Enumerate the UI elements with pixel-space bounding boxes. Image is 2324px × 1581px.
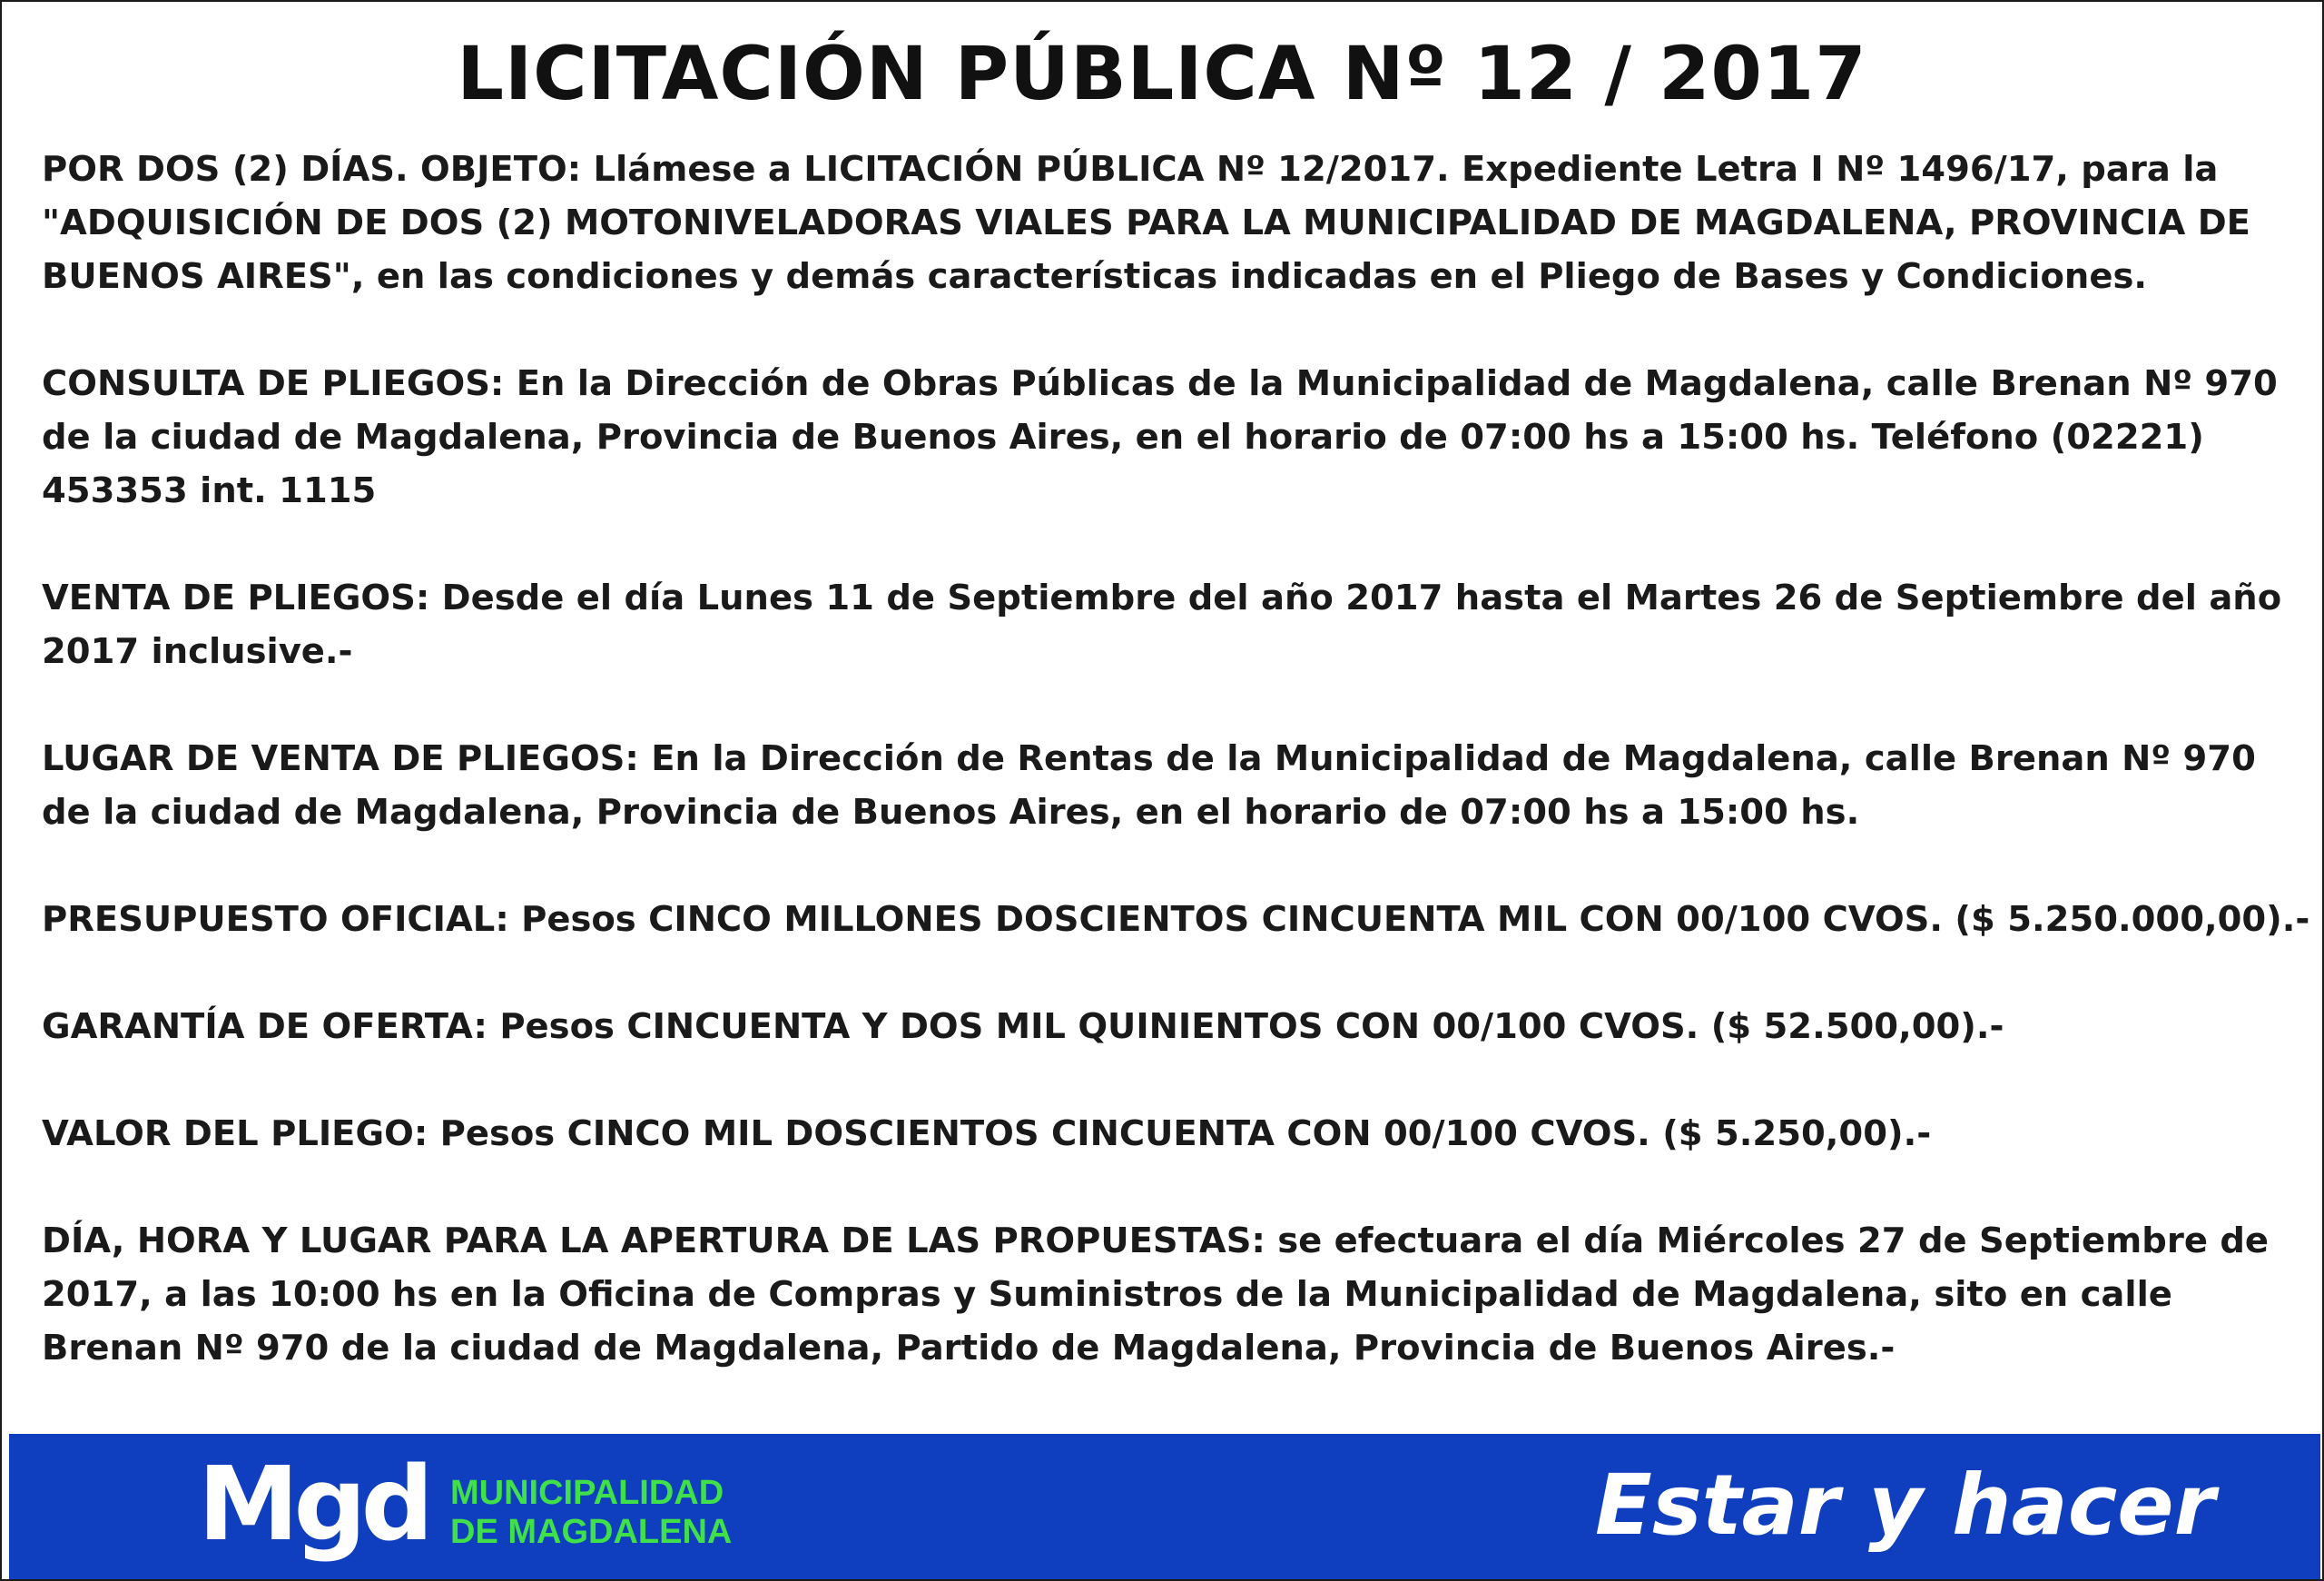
footer-band <box>9 1434 2320 1579</box>
paragraph-garantia: GARANTÍA DE OFERTA: Pesos CINCUENTA Y DOS MIL QUINIENTOS CON 00/100 CVOS. ($ 52.500,00).- <box>42 1006 2004 1047</box>
slogan: Estar y hacer <box>1595 1457 2215 1554</box>
paragraph-valor-pliego: VALOR DEL PLIEGO: Pesos CINCO MIL DOSCIENTOS CINCUENTA CON 00/100 CVOS. ($ 5.250,00).- <box>42 1113 1932 1154</box>
notice-title: LICITACIÓN PÚBLICA Nº 12 / 2017 <box>457 32 1867 117</box>
notice-body <box>42 143 2311 1428</box>
logo-mark: Mgd <box>198 1446 428 1564</box>
paragraph-consulta: CONSULTA DE PLIEGOS: En la Dirección de Obras Públicas de la Municipalidad de Magdalena, calle Brenan Nº 970 de la ciudad de Magdalena, Provincia de Buenos Aires, en el horario de 07:00 hs a 15:00 hs. Teléfono (02221) 453353 int. 1115 <box>42 363 2278 511</box>
logo-line-2: DE MAGDALENA <box>450 1513 733 1551</box>
paragraph-objeto: POR DOS (2) DÍAS. OBJETO: Llámese a LICITACIÓN PÚBLICA Nº 12/2017. Expediente Letra I Nº 1496/17, para la "ADQUISICIÓN DE DOS (2) MOTONIVELADORAS VIALES PARA LA MUNICIPALIDAD DE MAGDALENA, PROVINCIA DE BUENOS AIRES", en las condiciones y demás características indicadas en el Pliego de Bases y Condiciones. <box>42 149 2250 297</box>
paragraph-lugar-venta: LUGAR DE VENTA DE PLIEGOS: En la Dirección de Rentas de la Municipalidad de Magdalena, calle Brenan Nº 970 de la ciudad de Magdalena, Provincia de Buenos Aires, en el horario de 07:00 hs a 15:00 hs. <box>42 738 2256 833</box>
logo-subtitle <box>450 1474 732 1552</box>
logo-line-1: MUNICIPALIDAD <box>450 1474 724 1512</box>
paragraph-apertura: DÍA, HORA Y LUGAR PARA LA APERTURA DE LAS PROPUESTAS: se efectuara el día Miércoles 27 de Septiembre de 2017, a las 10:00 hs en la Oficina de Compras y Suministros de la Municipalidad de Magdalena, sito en calle Brenan Nº 970 de la ciudad de Magdalena, Partido de Magdalena, Provincia de Buenos Aires.- <box>42 1220 2270 1369</box>
paragraph-venta: VENTA DE PLIEGOS: Desde el día Lunes 11 de Septiembre del año 2017 hasta el Martes 26 de Septiembre del año 2017 inclusive.- <box>42 578 2282 672</box>
paragraph-presupuesto: PRESUPUESTO OFICIAL: Pesos CINCO MILLONES DOSCIENTOS CINCUENTA MIL CON 00/100 CVOS. ($ 5.250.000,00).- <box>42 899 2310 940</box>
